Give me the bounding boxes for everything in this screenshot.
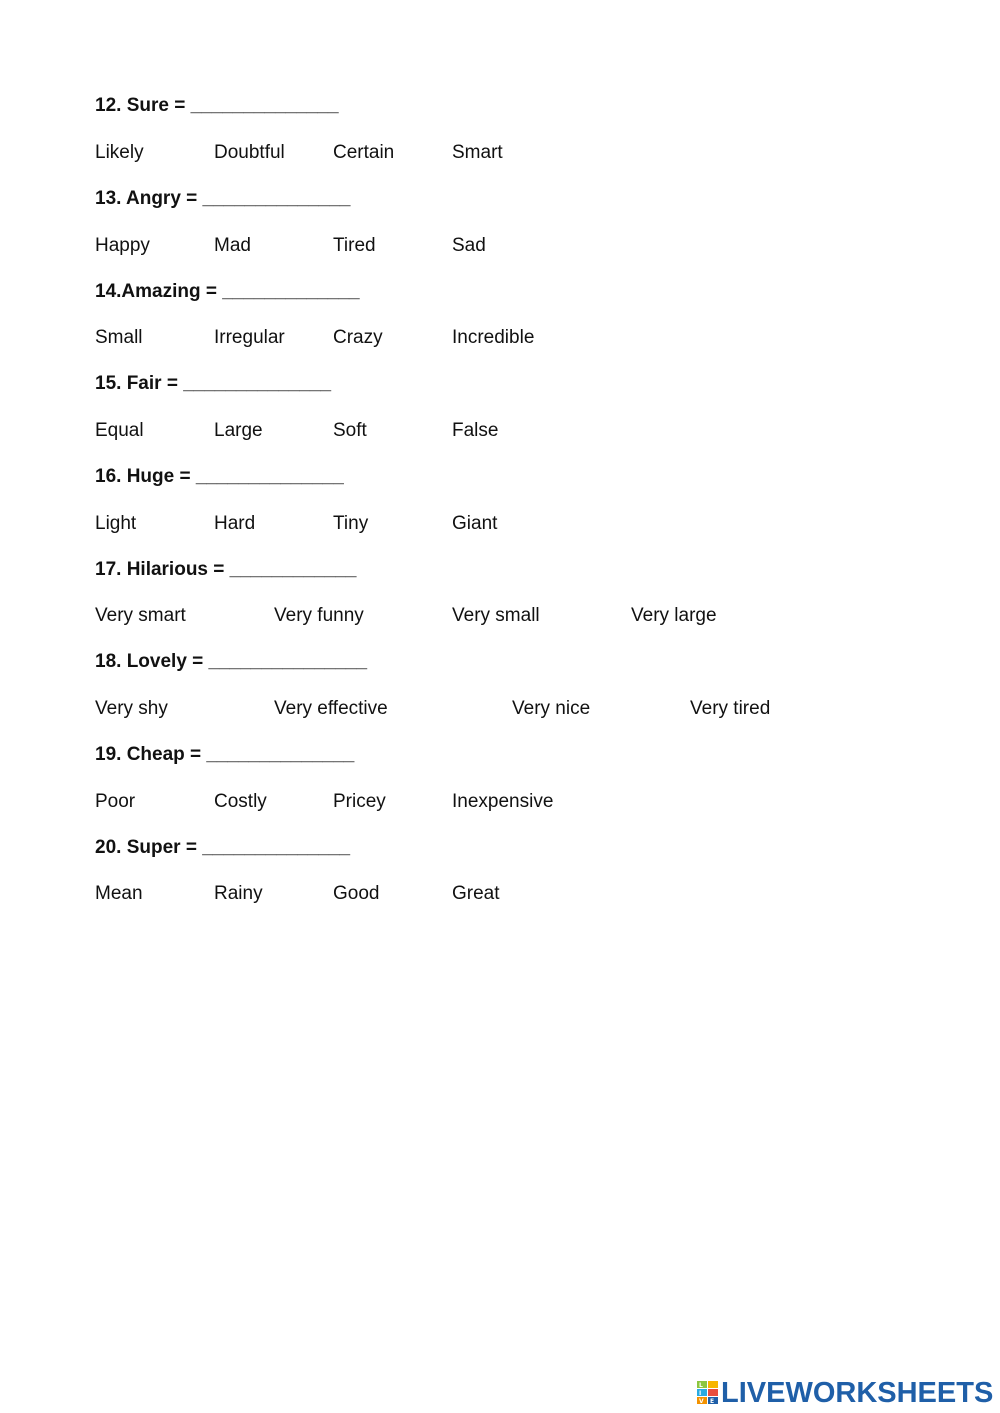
question-20-option-1[interactable]: Mean (95, 883, 143, 904)
question-13-option-2[interactable]: Mad (214, 235, 251, 256)
question-12-option-3[interactable]: Certain (333, 142, 395, 163)
question-18-option-1[interactable]: Very shy (95, 698, 168, 719)
question-17-option-1[interactable]: Very smart (95, 605, 186, 626)
question-16-prompt: 16. Huge = ______________ (95, 466, 344, 487)
question-13-option-3[interactable]: Tired (333, 235, 376, 256)
question-17-prompt: 17. Hilarious = ____________ (95, 559, 357, 580)
question-19-option-3[interactable]: Pricey (333, 791, 386, 812)
question-15-option-3[interactable]: Soft (333, 420, 367, 441)
question-16-option-2[interactable]: Hard (214, 513, 256, 534)
question-14-option-3[interactable]: Crazy (333, 327, 383, 348)
question-19-option-2[interactable]: Costly (214, 791, 267, 812)
question-15-option-4[interactable]: False (452, 420, 499, 441)
question-20-option-4[interactable]: Great (452, 883, 500, 904)
question-18-option-4[interactable]: Very tired (690, 698, 771, 719)
liveworksheets-logo-icon (697, 1381, 719, 1405)
svg-text:V: V (699, 1398, 704, 1405)
question-13-prompt: 13. Angry = ______________ (95, 188, 351, 209)
question-14-option-2[interactable]: Irregular (214, 327, 285, 348)
question-19-prompt: 19. Cheap = ______________ (95, 744, 355, 765)
question-20-prompt: 20. Super = ______________ (95, 837, 351, 858)
question-17-option-3[interactable]: Very small (452, 605, 540, 626)
question-12-option-1[interactable]: Likely (95, 142, 144, 163)
question-14-option-1[interactable]: Small (95, 327, 143, 348)
question-20-option-3[interactable]: Good (333, 883, 380, 904)
question-15-option-2[interactable]: Large (214, 420, 263, 441)
question-15-prompt: 15. Fair = ______________ (95, 373, 332, 394)
question-13-option-4[interactable]: Sad (452, 235, 486, 256)
question-16-option-3[interactable]: Tiny (333, 513, 369, 534)
svg-text:E: E (710, 1398, 715, 1405)
question-18-prompt: 18. Lovely = _______________ (95, 651, 368, 672)
question-12-option-2[interactable]: Doubtful (214, 142, 285, 163)
liveworksheets-wordmark: LIVEWORKSHEETS (721, 1377, 994, 1409)
question-12-prompt: 12. Sure = ______________ (95, 95, 339, 116)
liveworksheets-brand (697, 1378, 993, 1408)
question-15-option-1[interactable]: Equal (95, 420, 144, 441)
question-12-option-4[interactable]: Smart (452, 142, 503, 163)
svg-text:L: L (699, 1382, 703, 1389)
question-14-prompt: 14.Amazing = _____________ (95, 281, 360, 302)
question-18-option-3[interactable]: Very nice (512, 698, 591, 719)
question-19-option-1[interactable]: Poor (95, 791, 136, 812)
question-16-option-4[interactable]: Giant (452, 513, 498, 534)
question-18-option-2[interactable]: Very effective (274, 698, 388, 719)
svg-text:I: I (699, 1390, 702, 1397)
question-20-option-2[interactable]: Rainy (214, 883, 263, 904)
question-16-option-1[interactable]: Light (95, 513, 137, 534)
question-17-option-2[interactable]: Very funny (274, 605, 364, 626)
question-17-option-4[interactable]: Very large (631, 605, 717, 626)
question-19-option-4[interactable]: Inexpensive (452, 791, 554, 812)
question-13-option-1[interactable]: Happy (95, 235, 150, 256)
question-14-option-4[interactable]: Incredible (452, 327, 535, 348)
